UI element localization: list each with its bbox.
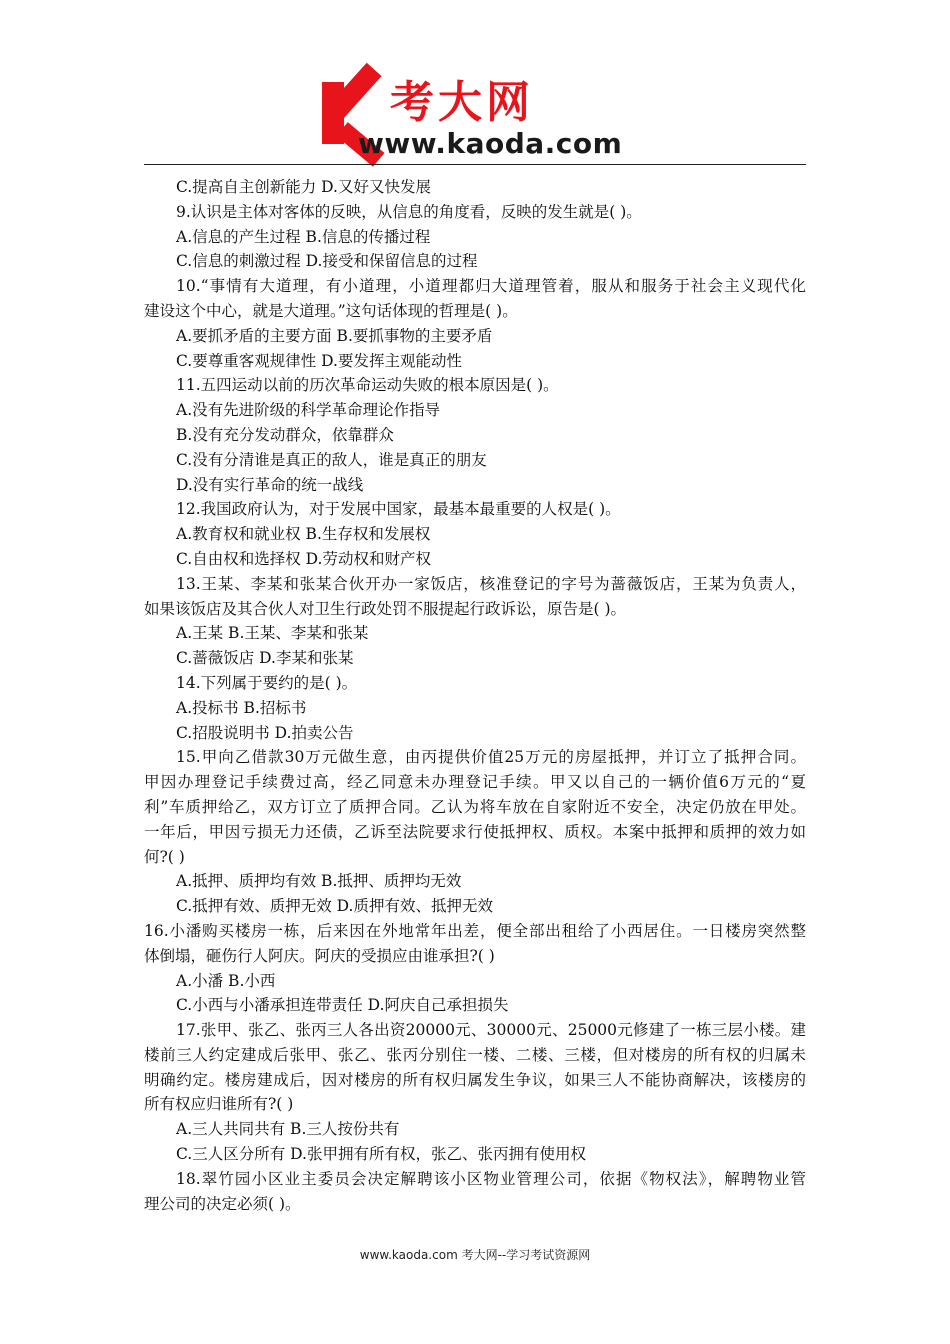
text-line: C.提高自主创新能力 D.又好又快发展 bbox=[176, 178, 431, 196]
text-line: 17.张甲、张乙、张丙三人各出资20000元、30000元、25000元修建了一栋三层小楼。建 bbox=[176, 1021, 806, 1040]
text-line: C.三人区分所有 D.张甲拥有所有权，张乙、张丙拥有使用权 bbox=[176, 1145, 586, 1164]
text-line: 理公司的决定必须( )。 bbox=[144, 1194, 301, 1213]
text-line: 如果该饭店及其合伙人对卫生行政处罚不服提起行政诉讼，原告是( )。 bbox=[144, 599, 627, 618]
text-line: 利”车质押给乙，双方订立了质押合同。乙认为将车放在自家附近不安全，决定仍放在甲处。 bbox=[144, 797, 806, 816]
page-footer: www.kaoda.com 考大网--学习考试资源网 bbox=[359, 1248, 591, 1262]
text-line: A.教育权和就业权 B.生存权和发展权 bbox=[176, 525, 431, 544]
text-line: A.没有先进阶级的科学革命理论作指导 bbox=[176, 401, 441, 420]
logo-url: www.kaoda.com bbox=[358, 127, 623, 160]
text-line: C.自由权和选择权 D.劳动权和财产权 bbox=[176, 549, 431, 568]
text-line: 15.甲向乙借款30万元做生意，由丙提供价值25万元的房屋抵押，并订立了抵押合同。 bbox=[176, 748, 806, 767]
text-line: 9.认识是主体对客体的反映，从信息的角度看，反映的发生就是( )。 bbox=[176, 202, 642, 221]
text-line: 体倒塌，砸伤行人阿庆。阿庆的受损应由谁承担?( ) bbox=[144, 946, 495, 965]
text-line: 楼前三人约定建成后张甲、张乙、张丙分别住一楼、二楼、三楼，但对楼房的所有权的归属未 bbox=[144, 1045, 806, 1064]
logo-title: 考大网 bbox=[390, 77, 534, 128]
text-line: C.蔷薇饭店 D.李某和张某 bbox=[176, 649, 354, 668]
kaoda-logo bbox=[318, 77, 648, 160]
text-line: C.要尊重客观规律性 D.要发挥主观能动性 bbox=[176, 351, 462, 370]
text-line: A.三人共同共有 B.三人按份共有 bbox=[176, 1120, 400, 1139]
text-line: 建设这个中心，就是大道理。”这句话体现的哲理是( )。 bbox=[144, 301, 518, 320]
text-line: 13.王某、李某和张某合伙开办一家饭店，核准登记的字号为蔷薇饭店，王某为负责人， bbox=[176, 574, 806, 593]
text-line: A.信息的产生过程 B.信息的传播过程 bbox=[176, 227, 431, 246]
text-line: 明确约定。楼房建成后，因对楼房的所有权归属发生争议，如果三人不能协商解决，该楼房的 bbox=[144, 1070, 806, 1089]
text-line: 何?( ) bbox=[144, 847, 185, 866]
text-line: A.王某 B.王某、李某和张某 bbox=[176, 624, 369, 643]
text-line: 18.翠竹园小区业主委员会决定解聘该小区物业管理公司，依据《物权法》，解聘物业管 bbox=[176, 1169, 806, 1188]
text-line: A.小潘 B.小西 bbox=[176, 971, 276, 990]
text-line: D.没有实行革命的统一战线 bbox=[176, 475, 364, 494]
text-line: 甲因办理登记手续费过高，经乙同意未办理登记手续。甲又以自己的一辆价值6万元的“夏 bbox=[144, 773, 806, 792]
text-line: 一年后，甲因亏损无力还债，乙诉至法院要求行使抵押权、质权。本案中抵押和质押的效力如 bbox=[144, 822, 806, 841]
text-line: A.抵押、质押均有效 B.抵押、质押均无效 bbox=[176, 872, 462, 891]
text-line: 所有权应归谁所有?( ) bbox=[144, 1095, 294, 1114]
text-line: 10.“事情有大道理，有小道理，小道理都归大道理管着，服从和服务于社会主义现代化 bbox=[176, 277, 806, 296]
text-line: C.小西与小潘承担连带责任 D.阿庆自己承担损失 bbox=[176, 996, 509, 1015]
text-line: 14.下列属于要约的是( )。 bbox=[176, 673, 358, 692]
text-line: 12.我国政府认为，对于发展中国家，最基本最重要的人权是( )。 bbox=[176, 500, 621, 519]
text-line: A.要抓矛盾的主要方面 B.要抓事物的主要矛盾 bbox=[176, 326, 493, 345]
text-line: C.没有分清谁是真正的敌人，谁是真正的朋友 bbox=[176, 450, 487, 469]
text-line: C.抵押有效、质押无效 D.质押有效、抵押无效 bbox=[176, 897, 493, 916]
text-line: 16.小潘购买楼房一栋，后来因在外地常年出差，便全部出租给了小西居住。一日楼房突然整 bbox=[144, 921, 806, 940]
document-body bbox=[144, 175, 806, 1216]
header-divider bbox=[144, 164, 806, 165]
text-line: A.投标书 B.招标书 bbox=[176, 698, 307, 717]
text-line: C.信息的刺激过程 D.接受和保留信息的过程 bbox=[176, 252, 478, 271]
text-line: 11.五四运动以前的历次革命运动失败的根本原因是( )。 bbox=[176, 376, 559, 395]
text-line: C.招股说明书 D.拍卖公告 bbox=[176, 723, 354, 742]
text-line: B.没有充分发动群众，依靠群众 bbox=[176, 425, 394, 444]
